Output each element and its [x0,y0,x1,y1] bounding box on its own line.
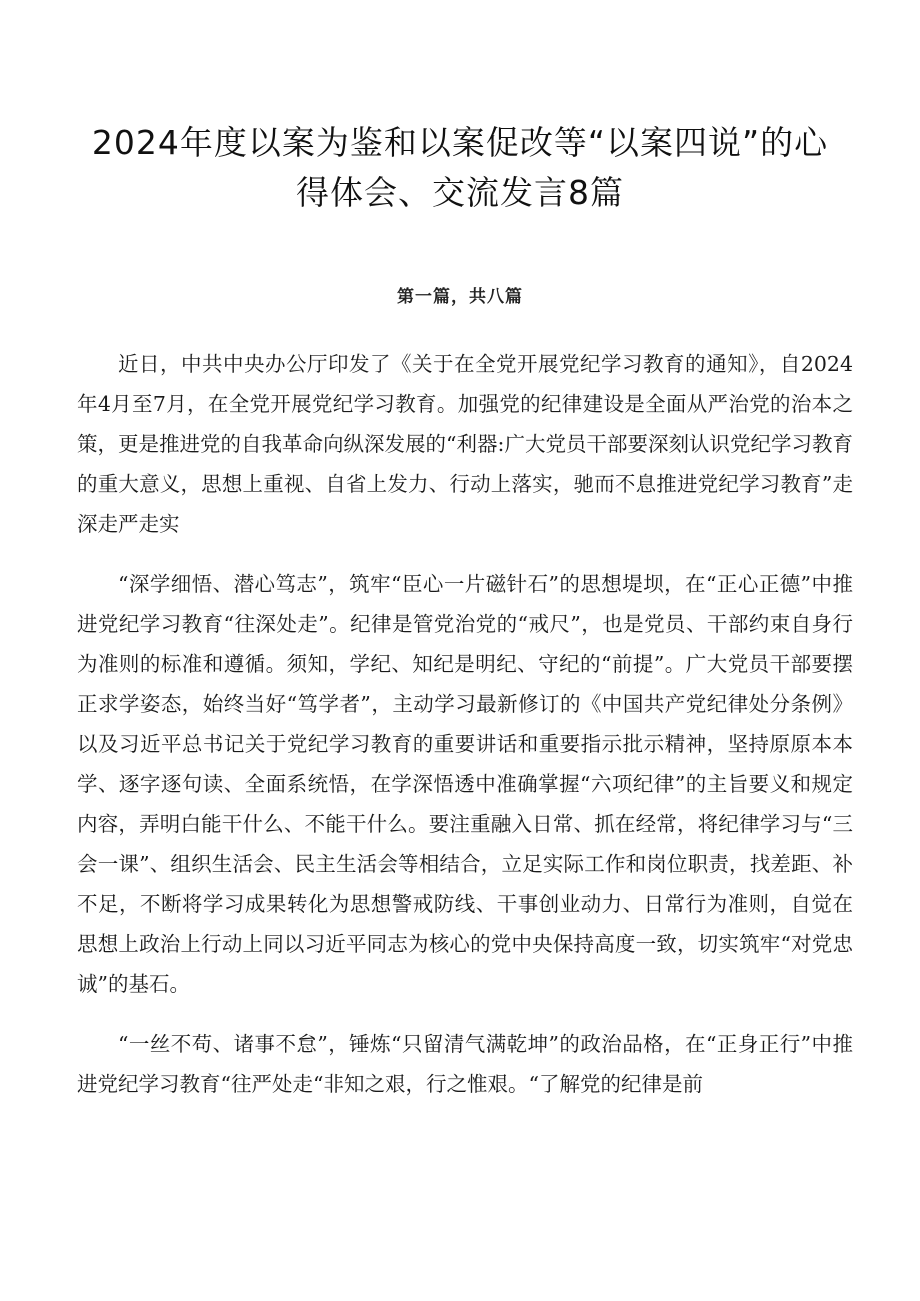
paragraph-2: “深学细悟、潜心笃志”，筑牢“臣心一片磁针石”的思想堤坝，在“正心正德”中推进党纪学习教育“往深处走”。纪律是管党治党的“戒尺”，也是党员、干部约束自身行为准则的标准和遵循。须知，学纪、知纪是明纪、守纪的“前提”。广大党员干部要摆正求学姿态，始终当好“笃学者”，主动学习最新修订的《中国共产党纪律处分条例》以及习近平总书记关于党纪学习教育的重要讲话和重要指示批示精神，坚持原原本本学、逐字逐句读、全面系统悟，在学深悟透中准确掌握“六项纪律”的主旨要义和规定内容，弄明白能干什么、不能干什么。要注重融入日常、抓在经常，将纪律学习与“三会一课”、组织生活会、民主生活会等相结合，立足实际工作和岗位职责，找差距、补不足，不断将学习成果转化为思想警戒防线、干事创业动力、日常行为准则，自觉在思想上政治上行动上同以习近平同志为核心的党中央保持高度一致，切实筑牢“对党忠诚”的基石。 [77,572,853,996]
document-body [77,344,853,1124]
paragraph-3: “一丝不苟、诸事不怠”，锤炼“只留清气满乾坤”的政治品格，在“正身正行”中推进党纪学习教育“往严处走“非知之艰，行之惟艰。“了解党的纪律是前 [77,1032,853,1096]
title-line-2: 得体会、交流发言8篇 [296,173,624,212]
section-heading: 第一篇，共八篇 [397,287,523,307]
document-title [70,118,850,218]
title-line-1: 2024年度以案为鉴和以案促改等“以案四说”的心 [91,123,829,162]
paragraph-1: 近日，中共中央办公厅印发了《关于在全党开展党纪学习教育的通知》，自2024年4月至7月，在全党开展党纪学习教育。加强党的纪律建设是全面从严治党的治本之策，更是推进党的自我革命向纵深发展的“利器:广大党员干部要深刻认识党纪学习教育的重大意义，思想上重视、自省上发力、行动上落实，驰而不息推进党纪学习教育”走深走严走实 [77,352,853,536]
